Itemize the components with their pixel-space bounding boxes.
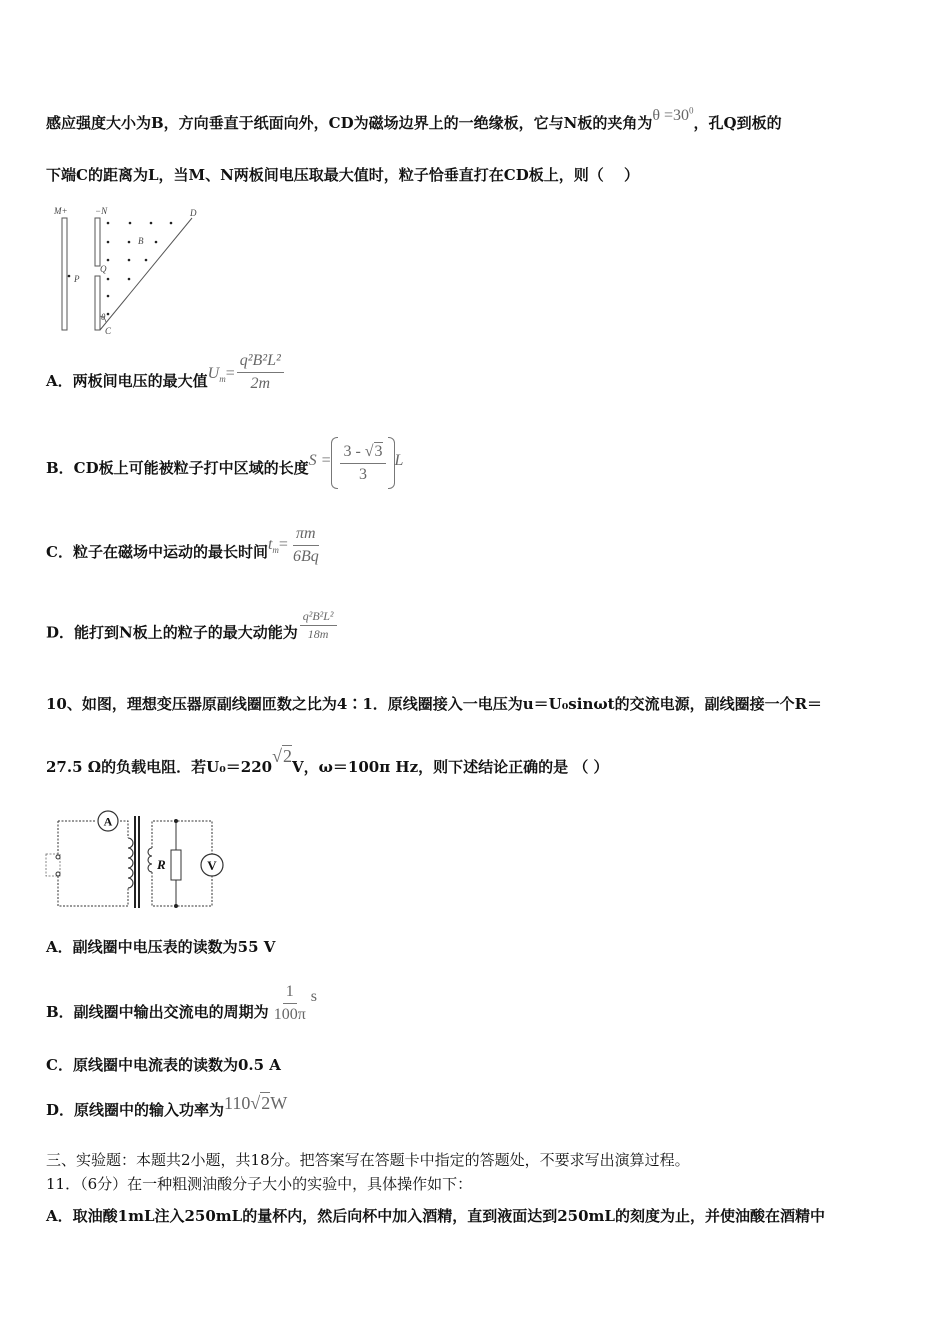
- q9-option-c-lhs: $t_m$: [267, 536, 279, 556]
- q9-option-c-text: C．粒子在磁场中运动的最长时间: [46, 543, 268, 562]
- q9-option-b-paren-right: [388, 437, 395, 489]
- q9-option-c-eq: =: [278, 536, 288, 554]
- ammeter-label: A: [103, 814, 113, 829]
- q10-line2: [46, 746, 609, 777]
- q10-option-d: [46, 1093, 288, 1120]
- label-q: Q: [100, 264, 107, 274]
- terminal-top: [56, 855, 60, 859]
- q10-line2-text: 27.5 Ω的负载电阻．若U₀＝220: [46, 758, 273, 776]
- label-m-plus: M+: [54, 206, 68, 216]
- resistor-label: R: [157, 857, 166, 872]
- q9-angle: $\theta =30^0$: [652, 105, 694, 124]
- node-top: [174, 819, 178, 823]
- q9-option-a-text: A．两板间电压的最大值: [46, 372, 208, 391]
- q9-option-a: [46, 352, 286, 402]
- voltmeter-label: V: [207, 858, 217, 873]
- q9-option-c-frac: $\frac{\pi m}{6Bq}$: [292, 525, 319, 565]
- q10-option-c: C．原线圈中电流表的读数为0.5 A: [46, 1056, 281, 1074]
- q9-option-b-lhs: S =: [308, 452, 332, 469]
- plate-m: [62, 218, 67, 330]
- label-b: B: [138, 236, 144, 246]
- point-p: [68, 275, 71, 278]
- q9-option-a-eq: =: [225, 365, 235, 383]
- q10-line1: 10、如图，理想变压器原副线圈匝数之比为4∶1．原线圈接入一电压为u＝U₀sinωt的交流电源，副线圈接一个R＝: [46, 695, 823, 713]
- q9-option-d: [46, 609, 339, 649]
- q10-option-a: A．副线圈中电压表的读数为55 V: [46, 938, 276, 956]
- q10-option-b: [46, 983, 317, 1033]
- q9-option-d-frac: $\frac{\text{q²B²L²}}{18m}$: [300, 610, 337, 641]
- q10-option-d-text: D．原线圈中的输入功率为: [46, 1101, 225, 1119]
- label-n-minus: −N: [95, 206, 108, 216]
- q9-figure: [50, 204, 210, 336]
- primary-coil: [128, 838, 133, 888]
- section3-heading: 三、实验题：本题共2小题，共18分。把答案写在答题卡中指定的答题处，不要求写出演算过程。: [46, 1151, 690, 1169]
- q9-option-d-text: D．能打到N板上的粒子的最大动能为: [46, 623, 298, 642]
- label-c: C: [105, 326, 112, 336]
- q9-line1: [46, 105, 782, 133]
- plate-cd: [100, 218, 192, 330]
- q9-line1-text: 感应强度大小为B，方向垂直于纸面向外，CD为磁场边界上的一绝缘板，它与N板的夹角为: [46, 114, 653, 132]
- q9-option-c: [46, 525, 324, 573]
- q10-option-d-value: 110√2W: [224, 1093, 288, 1113]
- node-bottom: [174, 904, 178, 908]
- q11-line1: 11．（6分）在一种粗测油酸分子大小的实验中，具体操作如下：: [46, 1175, 473, 1193]
- plate-n-lower: [95, 276, 100, 330]
- q9-option-b: [46, 443, 403, 495]
- q10-circuit: [44, 808, 234, 912]
- label-d: D: [190, 208, 197, 218]
- terminal-bottom: [56, 872, 60, 876]
- q9-line2: 下端C的距离为L，当M、N两板间电压取最大值时，粒子恰垂直打在CD板上，则（ ）: [46, 166, 639, 184]
- secondary-coil: [148, 848, 152, 872]
- q10-option-b-text: B．副线圈中输出交流电的周期为: [46, 1003, 269, 1022]
- q10-line2-root: √2: [272, 746, 292, 766]
- q9-option-b-text: B．CD板上可能被粒子打中区域的长度: [46, 459, 309, 477]
- resistor: [171, 850, 181, 880]
- q9-line1-tail: ，孔Q到板的: [693, 114, 782, 132]
- q9-option-a-lhs: $U_m$: [207, 365, 226, 385]
- q11-option-a: A．取油酸1mL注入250mL的量杯内，然后向杯中加入酒精，直到液面达到250mL的刻度为止，并使油酸在酒精中: [46, 1207, 825, 1225]
- q9-option-b-paren-left: [331, 437, 338, 489]
- primary-loop: [58, 821, 128, 906]
- label-theta: θ: [101, 312, 106, 322]
- q10-option-b-unit: s: [310, 988, 317, 1006]
- plate-n-upper: [95, 218, 100, 266]
- q9-option-a-frac: $\frac{\text{q²B²L²}}{2m}$: [237, 352, 284, 392]
- q9-option-b-tail: L: [394, 452, 404, 469]
- label-p: P: [74, 274, 80, 284]
- q10-line2-tail: V，ω＝100π Hz，则下述结论正确的是 （ ）: [291, 758, 609, 776]
- q9-option-b-frac: $\frac{3 - √3}{3}$: [340, 443, 385, 483]
- q10-option-b-frac: $\frac{1}{100\pi}$: [273, 983, 306, 1023]
